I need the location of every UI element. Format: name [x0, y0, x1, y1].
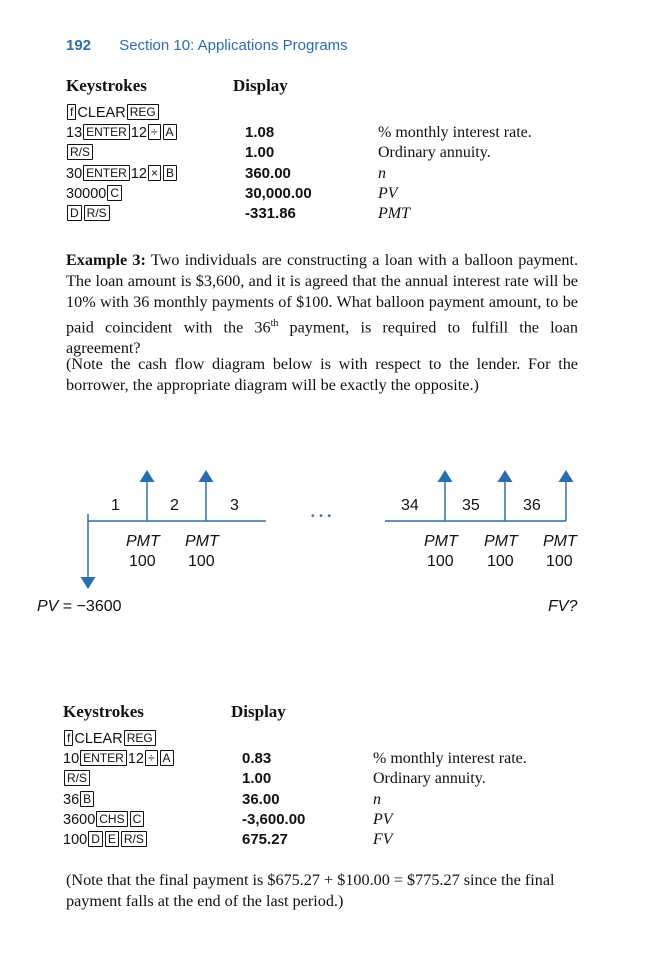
- table2-keystrokes-header: Keystrokes: [63, 702, 144, 721]
- display-value: -3,600.00: [242, 810, 306, 828]
- display-value: -331.86: [245, 205, 296, 222]
- pmt-value-35: 100: [487, 553, 514, 570]
- display-value: 675.27: [242, 831, 288, 848]
- keystroke-row: [63, 769, 91, 789]
- calculator-key: ×: [148, 165, 161, 181]
- ellipsis: • • •: [311, 511, 333, 522]
- row-description: PMT: [378, 205, 410, 222]
- keystroke-row: [66, 184, 123, 204]
- pmt-value-1: 100: [129, 553, 156, 570]
- display-value: 36.00: [242, 790, 280, 808]
- keystroke-row: [66, 143, 94, 163]
- display-value: 1.00: [242, 770, 272, 788]
- example-text-a: Two individuals are constructing a loan with a balloon payment. The loan amount is $3,600, and it is agreed that the annual interest rate will be 10% with 36 monthly payments of $100. What balloon payment amount, to be paid coincident with the 36: [66, 251, 578, 337]
- keystroke-row: [63, 810, 145, 830]
- section-title: Section 10: Applications Programs: [119, 37, 348, 54]
- calculator-key: ENTER: [80, 750, 127, 766]
- keystroke-row: [66, 164, 178, 184]
- keystroke-row: [63, 729, 157, 749]
- calculator-key: ENTER: [83, 165, 130, 181]
- period-36: 36: [523, 497, 541, 514]
- row-description: Ordinary annuity.: [373, 770, 486, 788]
- calculator-key: R/S: [64, 770, 90, 786]
- keystroke-number: CLEAR: [77, 105, 126, 121]
- period-1: 1: [111, 497, 120, 514]
- period-3: 3: [230, 497, 239, 514]
- calculator-key: f: [67, 104, 76, 120]
- calculator-key: R/S: [84, 205, 110, 221]
- table1-display-header: Display: [233, 76, 288, 95]
- pmt-label-35: PMT: [484, 533, 518, 550]
- row-description: % monthly interest rate.: [378, 124, 532, 142]
- keystroke-number: 3600: [63, 811, 96, 828]
- keystroke-number: 30000: [66, 185, 107, 202]
- keystroke-row: [66, 103, 160, 123]
- pv-label: PV = −3600: [37, 598, 122, 615]
- keystroke-row: [66, 123, 178, 143]
- example-3-paragraph: [66, 250, 578, 359]
- table2-display-header: Display: [231, 702, 286, 721]
- pmt-label-1: PMT: [126, 533, 160, 550]
- keystroke-row: [66, 204, 111, 224]
- display-value: 1.00: [245, 144, 275, 162]
- keystroke-number: 12: [130, 125, 147, 142]
- period-2: 2: [170, 497, 179, 514]
- keystroke-row: [63, 830, 148, 850]
- row-description: n: [373, 790, 381, 808]
- calculator-key: CHS: [96, 811, 127, 827]
- keystroke-number: 10: [63, 751, 80, 768]
- pmt-label-36: PMT: [543, 533, 577, 550]
- calculator-key: A: [163, 124, 177, 140]
- example-label: Example 3:: [66, 251, 146, 269]
- calculator-key: D: [88, 831, 103, 847]
- display-value: 360.00: [245, 164, 291, 182]
- row-description: Ordinary annuity.: [378, 144, 491, 162]
- calculator-key: R/S: [121, 831, 147, 847]
- calculator-key: REG: [124, 730, 156, 746]
- pmt-label-34: PMT: [424, 533, 458, 550]
- page-header: [66, 37, 348, 54]
- row-description: % monthly interest rate.: [373, 750, 527, 768]
- pmt-label-2: PMT: [185, 533, 219, 550]
- keystroke-number: 12: [127, 751, 144, 768]
- row-description: n: [378, 164, 386, 182]
- period-34: 34: [401, 497, 419, 514]
- calculator-key: E: [105, 831, 119, 847]
- fv-label: FV?: [548, 598, 578, 615]
- page-number: 192: [66, 37, 92, 54]
- calculator-key: ÷: [148, 124, 161, 140]
- calculator-key: B: [163, 165, 177, 181]
- keystroke-number: 13: [66, 125, 83, 142]
- calculator-key: f: [64, 730, 73, 746]
- calculator-key: B: [80, 791, 94, 807]
- keystroke-number: 36: [63, 791, 80, 808]
- keystroke-number: CLEAR: [74, 731, 123, 747]
- display-value: 0.83: [242, 750, 272, 768]
- diagram-note: (Note the cash flow diagram below is with respect to the lender. For the borrower, the appropriate diagram will be exactly the opposite.): [66, 355, 578, 394]
- display-value: 1.08: [245, 124, 275, 142]
- keystroke-row: [63, 790, 95, 810]
- calculator-key: ÷: [145, 750, 158, 766]
- example-text-b: payment, is required to fulfill the loan agreement?: [66, 318, 578, 358]
- calculator-key: C: [130, 811, 145, 827]
- keystroke-row: [63, 749, 175, 769]
- pmt-value-2: 100: [188, 553, 215, 570]
- keystroke-number: 12: [130, 165, 147, 182]
- calculator-key: C: [107, 185, 122, 201]
- calculator-key: ENTER: [83, 124, 130, 140]
- calculator-key: A: [160, 750, 174, 766]
- pmt-value-34: 100: [427, 553, 454, 570]
- table1-keystrokes-header: Keystrokes: [66, 76, 147, 95]
- display-value: 30,000.00: [245, 184, 312, 202]
- final-note: (Note that the final payment is $675.27 + $100.00 = $775.27 since the final payment falls at the end of the last period.): [66, 871, 555, 910]
- superscript-th: th: [270, 318, 279, 329]
- calculator-key: D: [67, 205, 82, 221]
- calculator-key: REG: [127, 104, 159, 120]
- period-35: 35: [462, 497, 480, 514]
- pmt-value-36: 100: [546, 553, 573, 570]
- row-description: PV: [378, 184, 398, 202]
- keystroke-number: 100: [63, 832, 88, 848]
- row-description: PV: [373, 810, 393, 828]
- keystroke-number: 30: [66, 165, 83, 182]
- calculator-key: R/S: [67, 144, 93, 160]
- row-description: FV: [373, 831, 393, 848]
- pv-label-value: = −3600: [58, 598, 122, 615]
